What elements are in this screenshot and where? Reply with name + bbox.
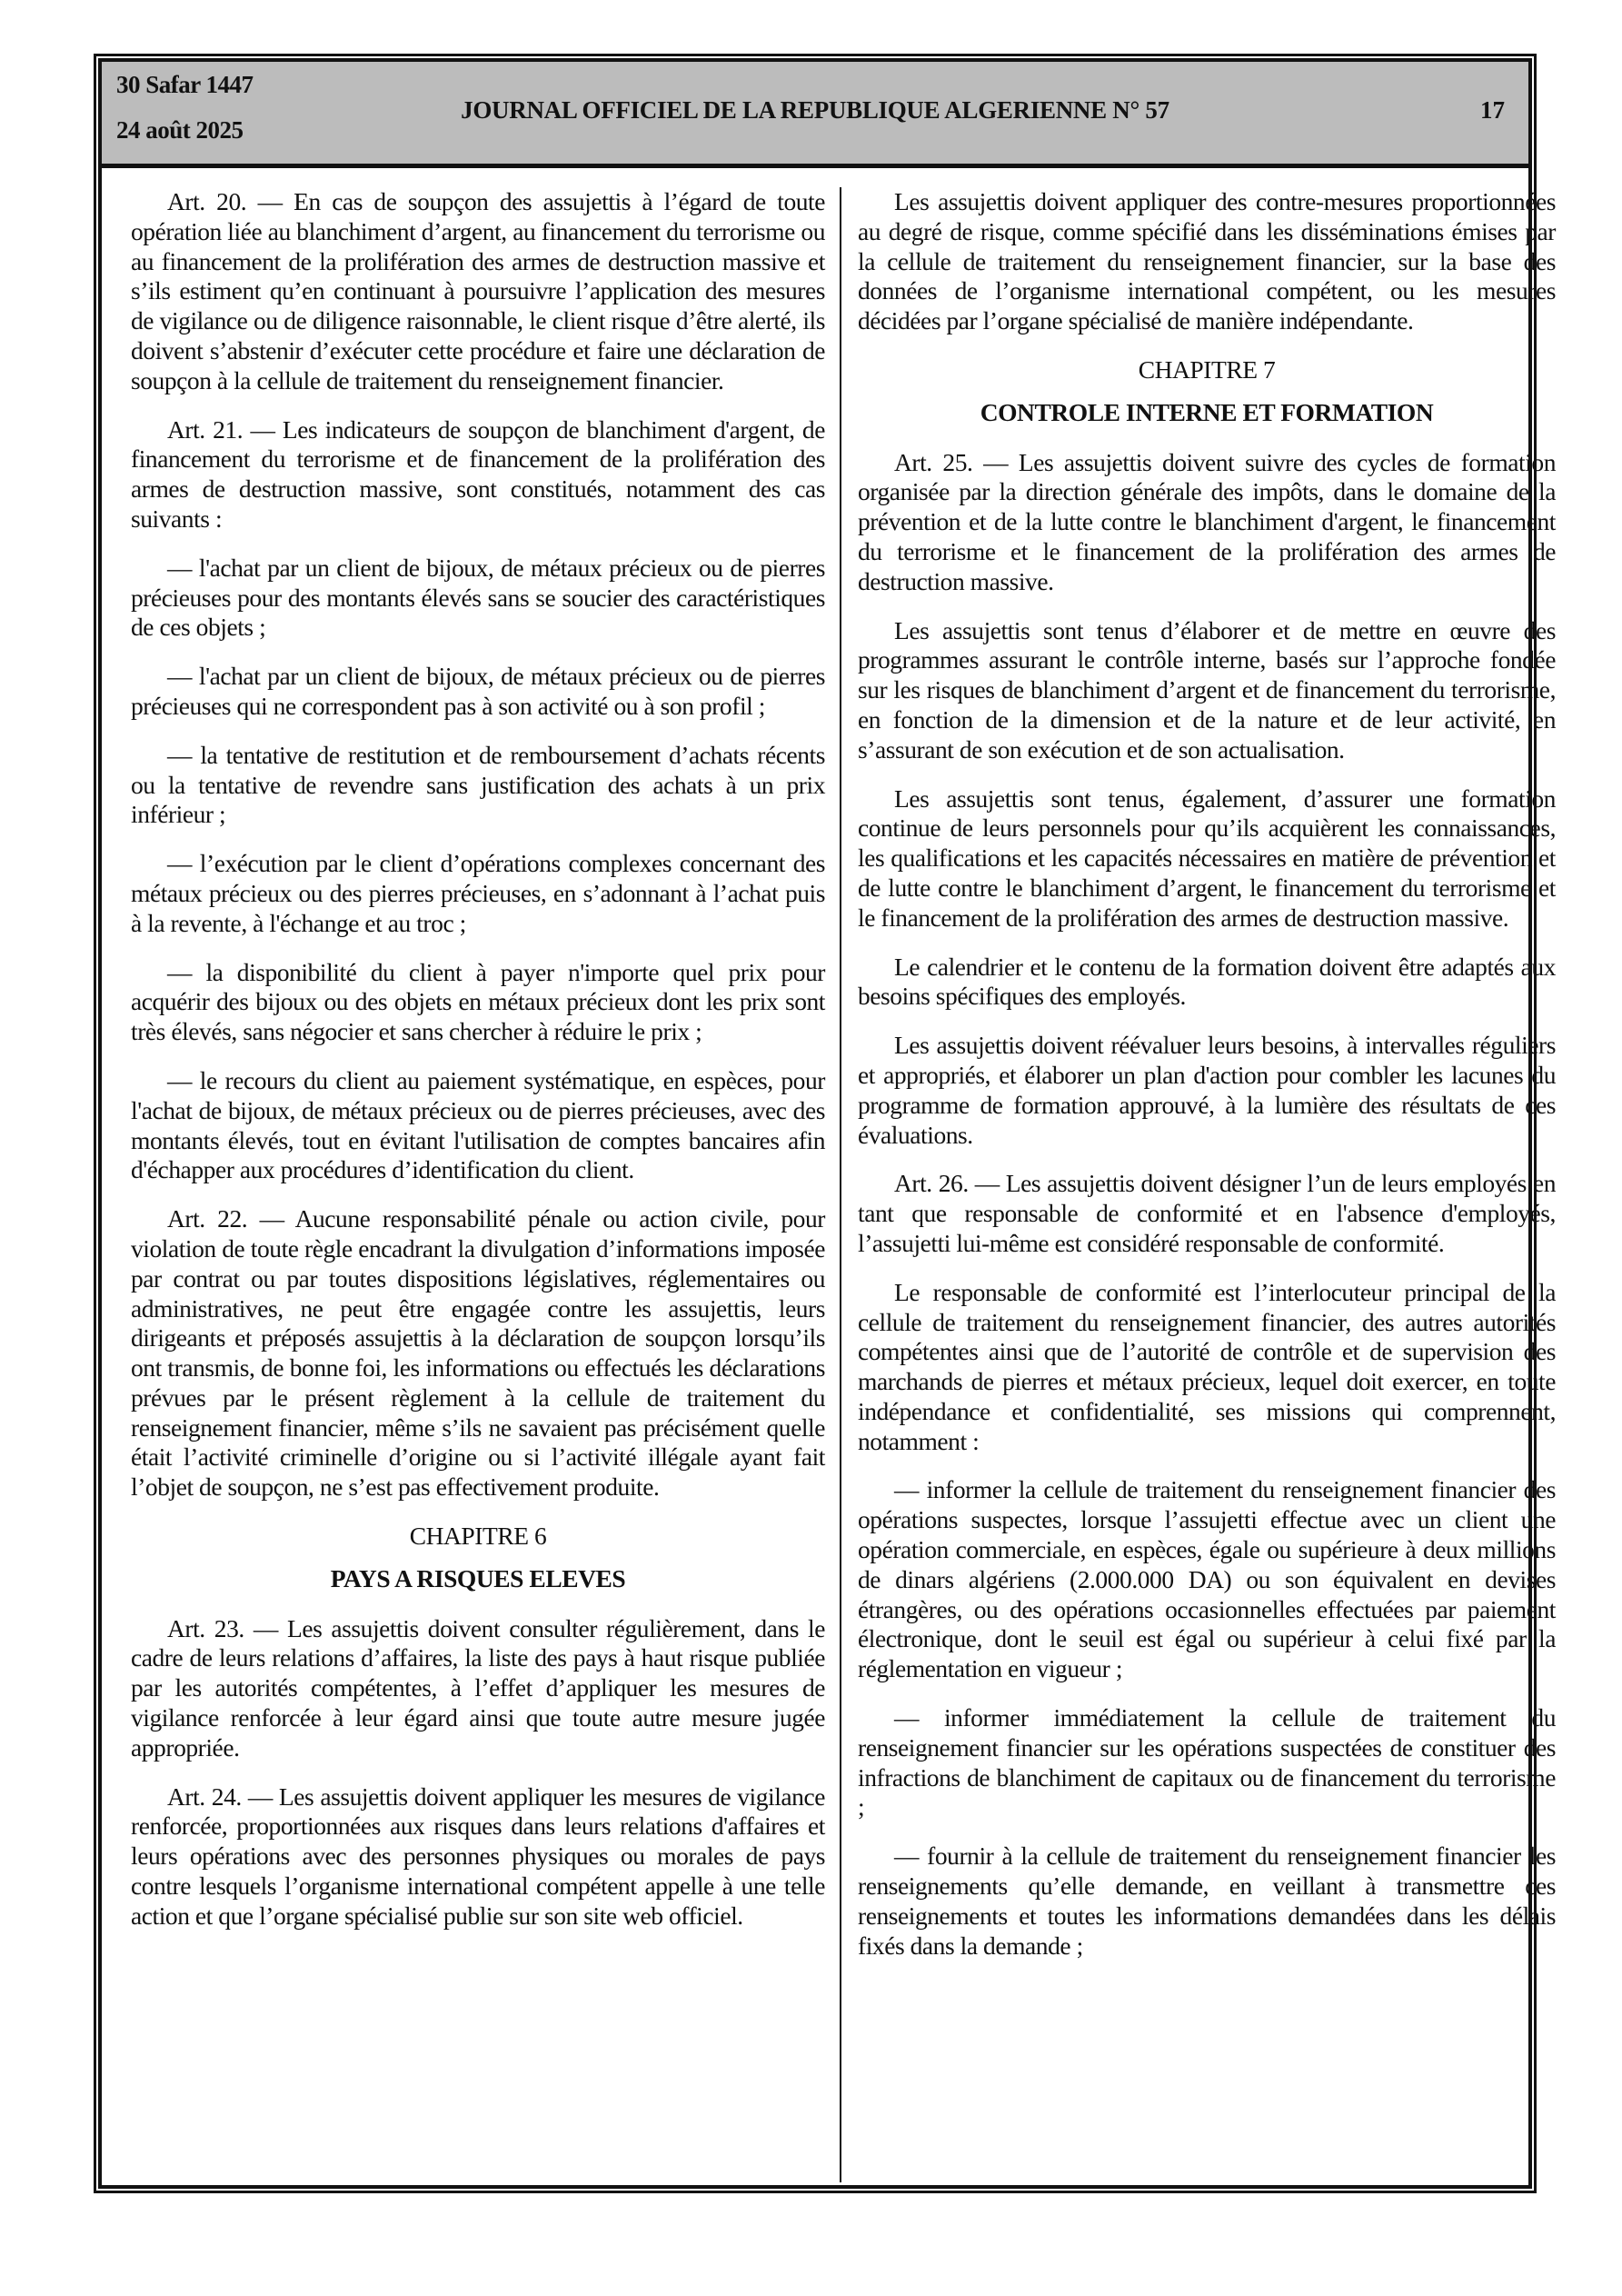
paragraph: Les assujettis doivent réévaluer leurs besoins, à intervalles réguliers et appropriés, et élaborer un plan d'action pour combler les lacunes du programme de formation approuvé, à la lumière des résultats de ces évaluations.: [858, 1031, 1556, 1149]
right-column: [858, 187, 1556, 1980]
list-item: — le recours du client au paiement systématique, en espèces, pour l'achat de bijoux, de métaux précieux ou de pierres précieuses, avec des montants élevés, tout en évitant l'utilisation de comptes bancaires afin d'échapper aux procédures d’identification du client.: [131, 1065, 825, 1184]
date-gregorian: 24 août 2025: [116, 116, 244, 144]
paragraph: Le calendrier et le contenu de la formation doivent être adaptés aux besoins spécifiques des employés.: [858, 952, 1556, 1011]
paragraph: Les assujettis sont tenus d’élaborer et de mettre en œuvre des programmes assurant le contrôle interne, basés sur l’approche fondée sur les risques de blanchiment d’argent et de financement du terrorisme, en fonction de la dimension et de la nature et de leur activité, en s’assurant de son exécution et de son actualisation.: [858, 615, 1556, 764]
list-item: — informer la cellule de traitement du renseignement financier des opérations suspectes, lorsque l’assujetti effectue avec un client une opération commerciale, en espèces, égale ou supérieure à deux millions de dinars algériens (2.000.000 DA) ou son équivalent en devises étrangères, ou des opérations occasionnelles effectuées par paiement électronique, dont le seuil est égal ou supérieur à celui fixé par la réglementation en vigueur ;: [858, 1475, 1556, 1683]
paragraph: Le responsable de conformité est l’interlocuteur principal de la cellule de traitement du renseignement financier, des autres autorités compétentes ainsi que de l’autorité de contrôle et de supervision des marchands de pierres et métaux précieux, lequel doit exercer, en toute indépendance et confidentialité, ses missions qui comprennent, notamment :: [858, 1277, 1556, 1455]
article-20: Art. 20. — En cas de soupçon des assujettis à l’égard de toute opération liée au blanchiment d’argent, au financement du terrorisme ou au financement de la prolifération des armes de destruction massive et s’ils estiment qu’en continuant à poursuivre l’application des mesures de vigilance ou de diligence raisonnable, le client risque d’être alerté, ils doivent s’abstenir d’exécuter cette procédure et faire une déclaration de soupçon à la cellule de traitement du renseignement financier.: [131, 187, 825, 394]
column-divider: [840, 187, 841, 2182]
article-21: Art. 21. — Les indicateurs de soupçon de blanchiment d'argent, de financement du terrorisme et de financement de la prolifération des armes de destruction massive, sont constitués, notamment des cas suivants :: [131, 414, 825, 533]
page-header: [102, 62, 1528, 168]
article-24: Art. 24. — Les assujettis doivent appliquer les mesures de vigilance renforcée, proportionnées aux risques dans leurs relations d'affaires et leurs opérations avec des personnes physiques ou morales de pays contre lesquels l’organisme international compétent appelle à une telle action et que l’organe spécialisé publie sur son site web officiel.: [131, 1782, 825, 1930]
paragraph: Les assujettis sont tenus, également, d’assurer une formation continue de leurs personnels pour qu’ils acquièrent les connaissances, les qualifications et les capacités nécessaires en matière de prévention et de lutte contre le blanchiment d’argent, le financement du terrorisme et le financement de la prolifération des armes de destruction massive.: [858, 784, 1556, 932]
list-item: — l'achat par un client de bijoux, de métaux précieux ou de pierres précieuses qui ne correspondent pas à son activité ou à son profil ;: [131, 662, 825, 720]
chapter-7-label: CHAPITRE 7: [1138, 354, 1276, 384]
chapter-7-title: CONTROLE INTERNE ET FORMATION: [980, 397, 1434, 426]
journal-title: JOURNAL OFFICIEL DE LA REPUBLIQUE ALGERIENNE N° 57: [461, 96, 1169, 124]
article-22: Art. 22. — Aucune responsabilité pénale ou action civile, pour violation de toute règle encadrant la divulgation d’informations imposée par contrat ou par toutes dispositions législatives, réglementaires ou administratives, ne peut être engagée contre les assujettis, leurs dirigeants et préposés assujettis à la déclaration de soupçon lorsqu’ils ont transmis, de bonne foi, les informations ou effectués les déclarations prévues par le présent règlement à la cellule de traitement du renseignement financier, même s’ils ne savaient pas précisément quelle était l’activité criminelle d’origine ou si l’activité illégale ayant fait l’objet de soupçon, ne s’est pas effectivement produite.: [131, 1204, 825, 1502]
chapter-6-label: CHAPITRE 6: [409, 1522, 547, 1551]
list-item: — informer immédiatement la cellule de traitement du renseignement financier sur les opérations suspectées de constituer des infractions de blanchiment de capitaux ou de financement du terrorisme ;: [858, 1703, 1556, 1822]
list-item: — la tentative de restitution et de remboursement d’achats récents ou la tentative de revendre sans justification des achats à un prix inférieur ;: [131, 740, 825, 829]
list-item: — fournir à la cellule de traitement du renseignement financier les renseignements qu’elle demande, en veillant à transmettre ces renseignements et toutes les informations demandées dans les délais fixés dans la demande ;: [858, 1842, 1556, 1960]
article-26: Art. 26. — Les assujettis doivent désigner l’un de leurs employés en tant que responsable de conformité et en l'absence d'employés, l’assujetti lui-même est considéré responsable de conformité.: [858, 1169, 1556, 1257]
article-23: Art. 23. — Les assujettis doivent consulter régulièrement, dans le cadre de leurs relations d’affaires, la liste des pays à haut risque publiée par les autorités compétentes, à l’effet d’appliquer les mesures de vigilance renforcée à leur égard ainsi que toute autre mesure jugée appropriée.: [131, 1613, 825, 1762]
date-hijri: 30 Safar 1447: [116, 71, 254, 98]
article-25: Art. 25. — Les assujettis doivent suivre des cycles de formation organisée par la direction générale des impôts, dans le domaine de la prévention et de la lutte contre le blanchiment d'argent, le financement du terrorisme et le financement de la prolifération des armes de destruction massive.: [858, 447, 1556, 595]
chapter-6-title: PAYS A RISQUES ELEVES: [330, 1563, 626, 1592]
list-item: — l'achat par un client de bijoux, de métaux précieux ou de pierres précieuses pour des montants élevés sans se soucier des caractéristiques de ces objets ;: [131, 553, 825, 642]
left-column: [131, 187, 825, 1951]
list-item: — l’exécution par le client d’opérations complexes concernant des métaux précieux ou des pierres précieuses, en s’adonnant à l’achat puis à la revente, à l'échange et au troc ;: [131, 849, 825, 937]
page-number: 17: [1480, 96, 1505, 124]
paragraph: Les assujettis doivent appliquer des contre-mesures proportionnées au degré de risque, comme spécifié dans les disséminations émises par la cellule de traitement du renseignement financier, sur la base des données de l’organisme international compétent, ou les mesures décidées par l’organe spécialisé de manière indépendante.: [858, 187, 1556, 335]
page-frame: [98, 58, 1556, 2189]
list-item: — la disponibilité du client à payer n'importe quel prix pour acquérir des bijoux ou des objets en métaux précieux dont les prix sont très élevés, sans négocier et sans chercher à réduire le prix ;: [131, 957, 825, 1046]
